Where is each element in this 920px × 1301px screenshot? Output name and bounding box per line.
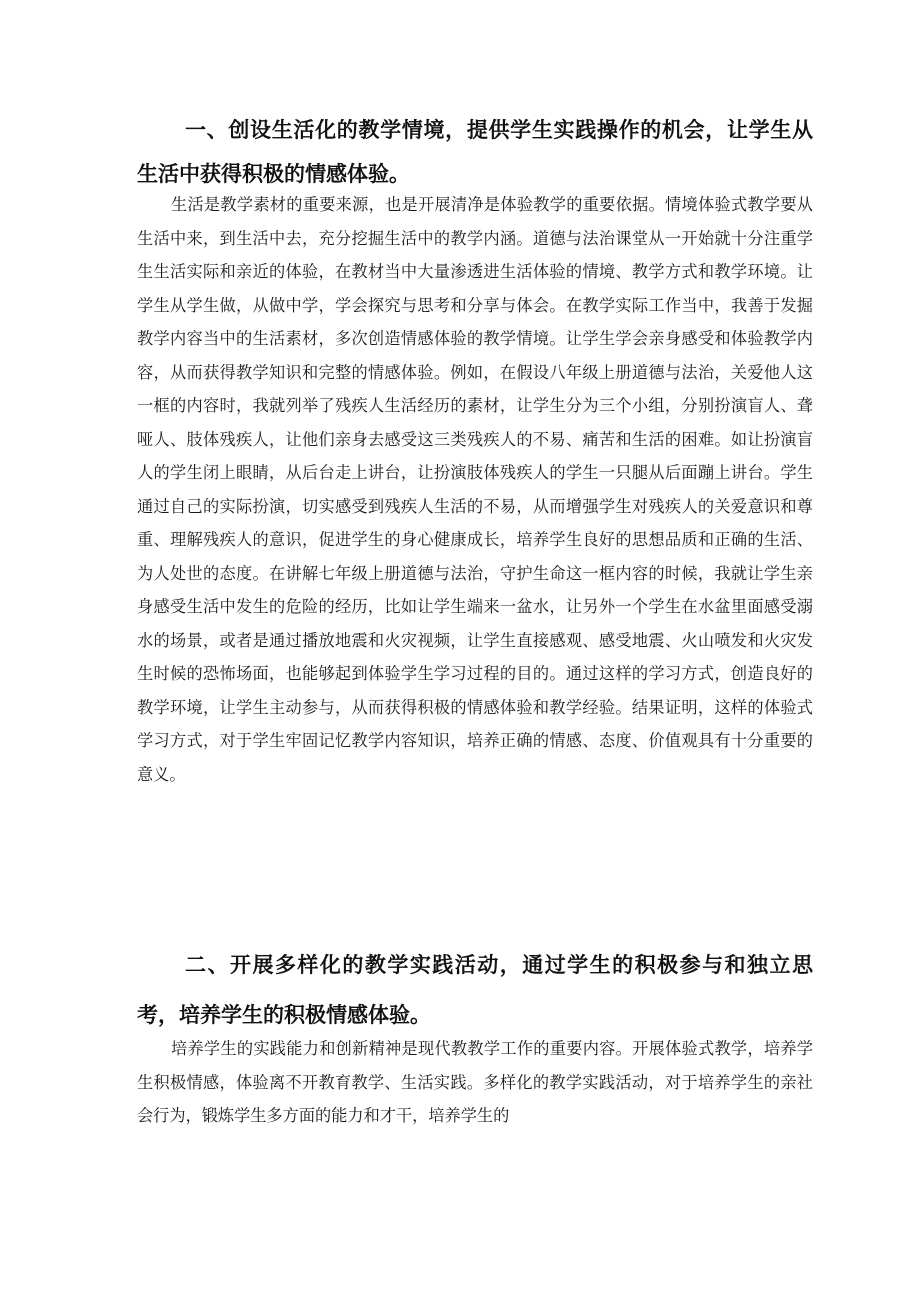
section-2-paragraph: 培养学生的实践能力和创新精神是现代教教学工作的重要内容。开展体验式教学，培养学生积极情感，体验离不开教育教学、生活实践。多样化的教学实践活动，对于培养学生的亲社会行为，锻炼学生多方面的能力和才干，培养学生的 [137, 1039, 813, 1125]
section-2-heading: 二、开展多样化的教学实践活动，通过学生的积极参与和独立思考，培养学生的积极情感体验。 [137, 953, 813, 1027]
section-1-paragraph: 生活是教学素材的重要来源，也是开展清净是体验教学的重要依据。情境体验式教学要从生活中来，到生活中去，充分挖掘生活中的教学内涵。道德与法治课堂从一开始就十分注重学生生活实际和亲近的体验，在教材当中大量渗透进生活体验的情境、教学方式和教学环境。让学生从学生做，从做中学，学会探究与思考和分享与体会。在教学实际工作当中，我善于发掘教学内容当中的生活素材，多次创造情感体验的教学情境。让学生学会亲身感受和体验教学内容，从而获得教学知识和完整的情感体验。例如，在假设八年级上册道德与法治，关爱他人这一框的内容时，我就列举了残疾人生活经历的素材，让学生分为三个小组，分别扮演盲人、聋哑人、肢体残疾人，让他们亲身去感受这三类残疾人的不易、痛苦和生活的困难。如让扮演盲人的学生闭上眼睛，从后台走上讲台，让扮演肢体残疾人的学生一只腿从后面蹦上讲台。学生通过自己的实际扮演，切实感受到残疾人生活的不易，从而增强学生对残疾人的关爱意识和尊重、理解残疾人的意识，促进学生的身心健康成长，培养学生良好的思想品质和正确的生活、为人处世的态度。在讲解七年级上册道德与法治，守护生命这一框内容的时候，我就让学生亲身感受生活中发生的危险的经历，比如让学生端来一盆水，让另外一个学生在水盆里面感受溺水的场景，或者是通过播放地震和火灾视频，让学生直接感观、感受地震、火山喷发和火灾发生时候的恐怖场面，也能够起到体验学生学习过程的目的。通过这样的学习方式，创造良好的教学环境，让学生主动参与，从而获得积极的情感体验和教学经验。结果证明，这样的体验式学习方式，对于学生牢固记忆教学内容知识，培养正确的情感、态度、价值观具有十分重要的意义。 [137, 195, 813, 784]
section-1-heading: 一、创设生活化的教学情境，提供学生实践操作的机会，让学生从生活中获得积极的情感体验。 [137, 118, 813, 186]
